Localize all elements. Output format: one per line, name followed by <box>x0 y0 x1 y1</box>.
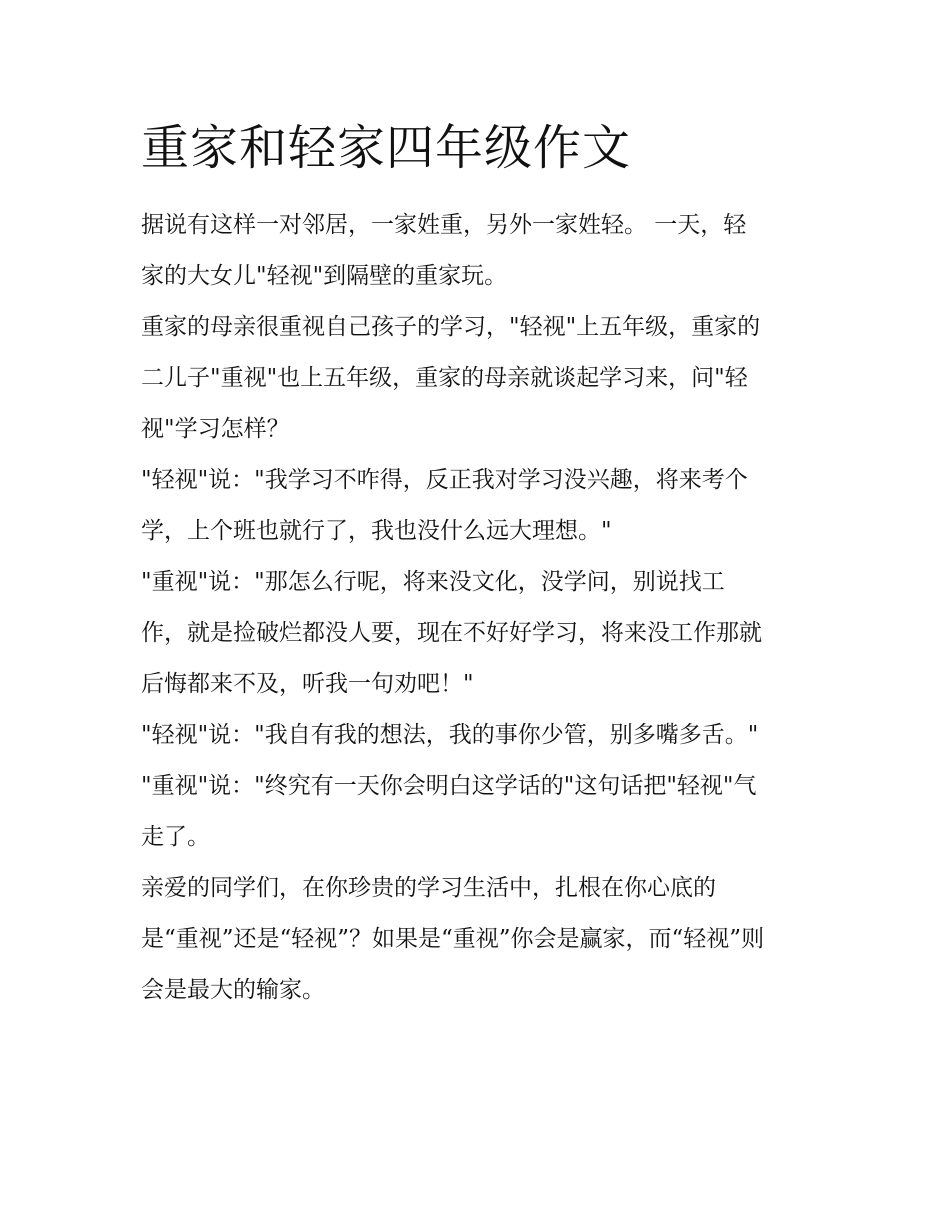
text-line: "重视"说："那怎么行呢，将来没文化，没学问，别说找工 <box>141 569 725 595</box>
text-line: 是“重视”还是“轻视”？如果是“重视”你会是赢家，而“轻视”则 <box>141 926 765 952</box>
text-line: 据说有这样一对邻居，一家姓重，另外一家姓轻。 一天，轻 <box>141 212 747 238</box>
text-line: "重视"说："终究有一天你会明白这学话的"这句话把"轻视"气 <box>141 773 757 799</box>
text-line: "轻视"说："我自有我的想法，我的事你少管，别多嘴多舌。" <box>141 722 759 748</box>
text-line: 后悔都来不及，听我一句劝吧！" <box>141 671 474 697</box>
document-page <box>141 112 813 1016</box>
text-line: 学，上个班也就行了，我也没什么远大理想。" <box>141 518 612 544</box>
document-title: 重家和轻家四年级作文 <box>141 120 632 176</box>
text-line: 二儿子"重视"也上五年级，重家的母亲就谈起学习来，问"轻 <box>141 365 748 391</box>
text-line: 视"学习怎样？ <box>141 416 290 442</box>
text-line: 重家的母亲很重视自己孩子的学习，"轻视"上五年级，重家的 <box>141 314 761 340</box>
text-line: "轻视"说："我学习不咋得，反正我对学习没兴趣，将来考个 <box>141 467 748 493</box>
article-body <box>141 200 813 1016</box>
text-line: 作，就是捡破烂都没人要，现在不好好学习，将来没工作那就 <box>141 620 762 646</box>
text-line: 亲爱的同学们，在你珍贵的学习生活中，扎根在你心底的 <box>141 875 716 901</box>
text-line: 会是最大的输家。 <box>141 977 325 1003</box>
text-line: 走了。 <box>141 824 210 850</box>
text-line: 家的大女儿"轻视"到隔壁的重家玩。 <box>141 263 508 289</box>
